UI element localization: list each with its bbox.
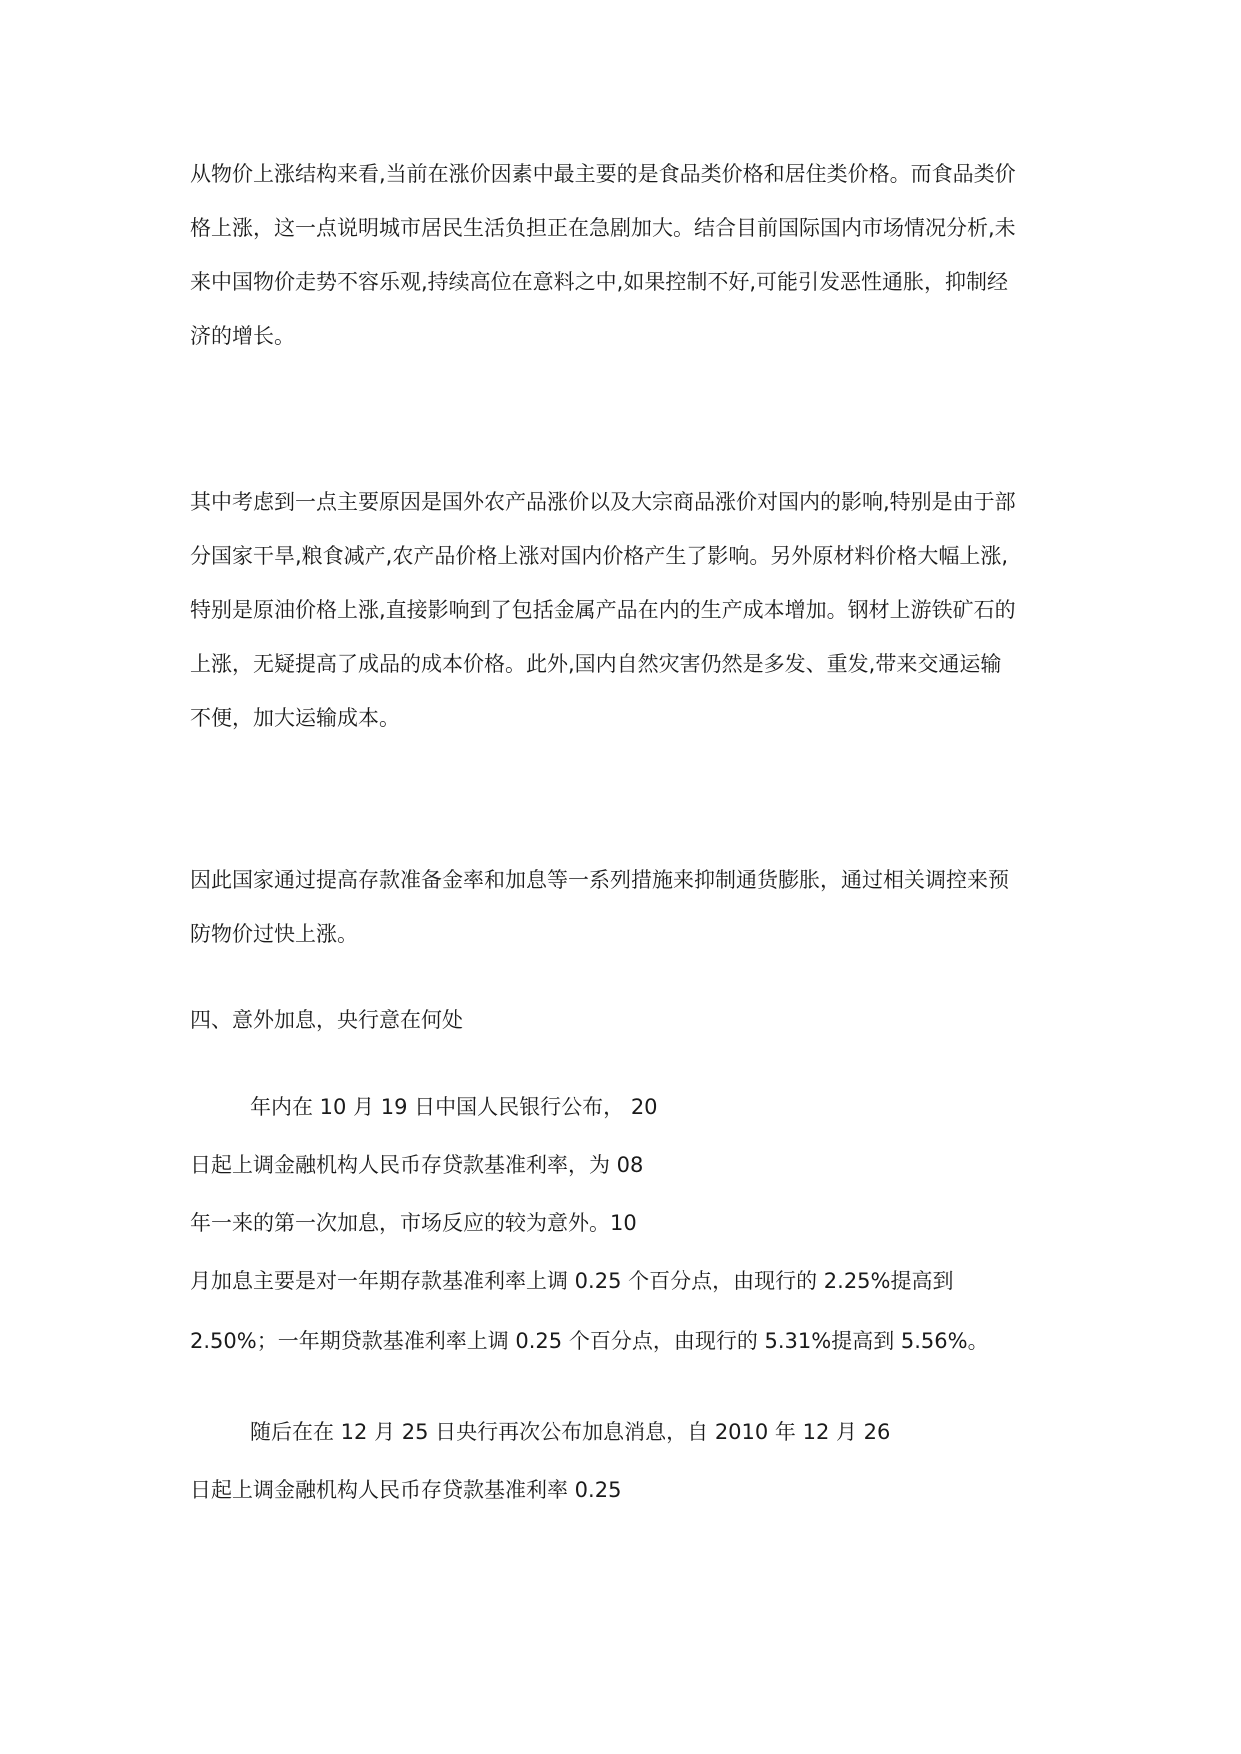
paragraph-2-line-1: 其中考虑到一点主要原因是国外农产品涨价以及大宗商品涨价对国内的影响,特别是由于部 bbox=[190, 490, 1016, 514]
paragraph-4-line-5: 2.50%；一年期贷款基准利率上调 0.25 个百分点，由现行的 5.31%提高到 5.56%。 bbox=[190, 1329, 989, 1353]
paragraph-4-line-1: 年内在 10 月 19 日中国人民银行公布， 20 bbox=[250, 1095, 658, 1119]
paragraph-4-line-2: 日起上调金融机构人民币存贷款基准利率，为 08 bbox=[190, 1153, 644, 1177]
paragraph-5-line-2: 日起上调金融机构人民币存贷款基准利率 0.25 bbox=[190, 1478, 622, 1502]
paragraph-2-line-4: 上涨，无疑提高了成品的成本价格。此外,国内自然灾害仍然是多发、重发,带来交通运输 bbox=[190, 652, 1002, 676]
paragraph-4-line-4: 月加息主要是对一年期存款基准利率上调 0.25 个百分点，由现行的 2.25%提高到 bbox=[190, 1269, 954, 1293]
paragraph-5-line-1: 随后在在 12 月 25 日央行再次公布加息消息，自 2010 年 12 月 26 bbox=[250, 1420, 891, 1444]
paragraph-2-line-2: 分国家干旱,粮食减产,农产品价格上涨对国内价格产生了影响。另外原材料价格大幅上涨, bbox=[190, 544, 1009, 568]
paragraph-4-line-3: 年一来的第一次加息，市场反应的较为意外。10 bbox=[190, 1211, 637, 1235]
paragraph-2-line-5: 不便，加大运输成本。 bbox=[190, 706, 400, 730]
paragraph-1-line-2: 格上涨，这一点说明城市居民生活负担正在急剧加大。结合目前国际国内市场情况分析,未 bbox=[190, 216, 1016, 240]
paragraph-3-line-1: 因此国家通过提高存款准备金率和加息等一系列措施来抑制通货膨胀，通过相关调控来预 bbox=[190, 868, 1009, 892]
paragraph-1-line-1: 从物价上涨结构来看,当前在涨价因素中最主要的是食品类价格和居住类价格。而食品类价 bbox=[190, 162, 1016, 186]
paragraph-1-line-4: 济的增长。 bbox=[190, 324, 295, 348]
paragraph-2-line-3: 特别是原油价格上涨,直接影响到了包括金属产品在内的生产成本增加。钢材上游铁矿石的 bbox=[190, 598, 1016, 622]
paragraph-3-line-2: 防物价过快上涨。 bbox=[190, 922, 358, 946]
section-heading: 四、意外加息，央行意在何处 bbox=[190, 1008, 463, 1032]
paragraph-1-line-3: 来中国物价走势不容乐观,持续高位在意料之中,如果控制不好,可能引发恶性通胀，抑制经 bbox=[190, 270, 1009, 294]
